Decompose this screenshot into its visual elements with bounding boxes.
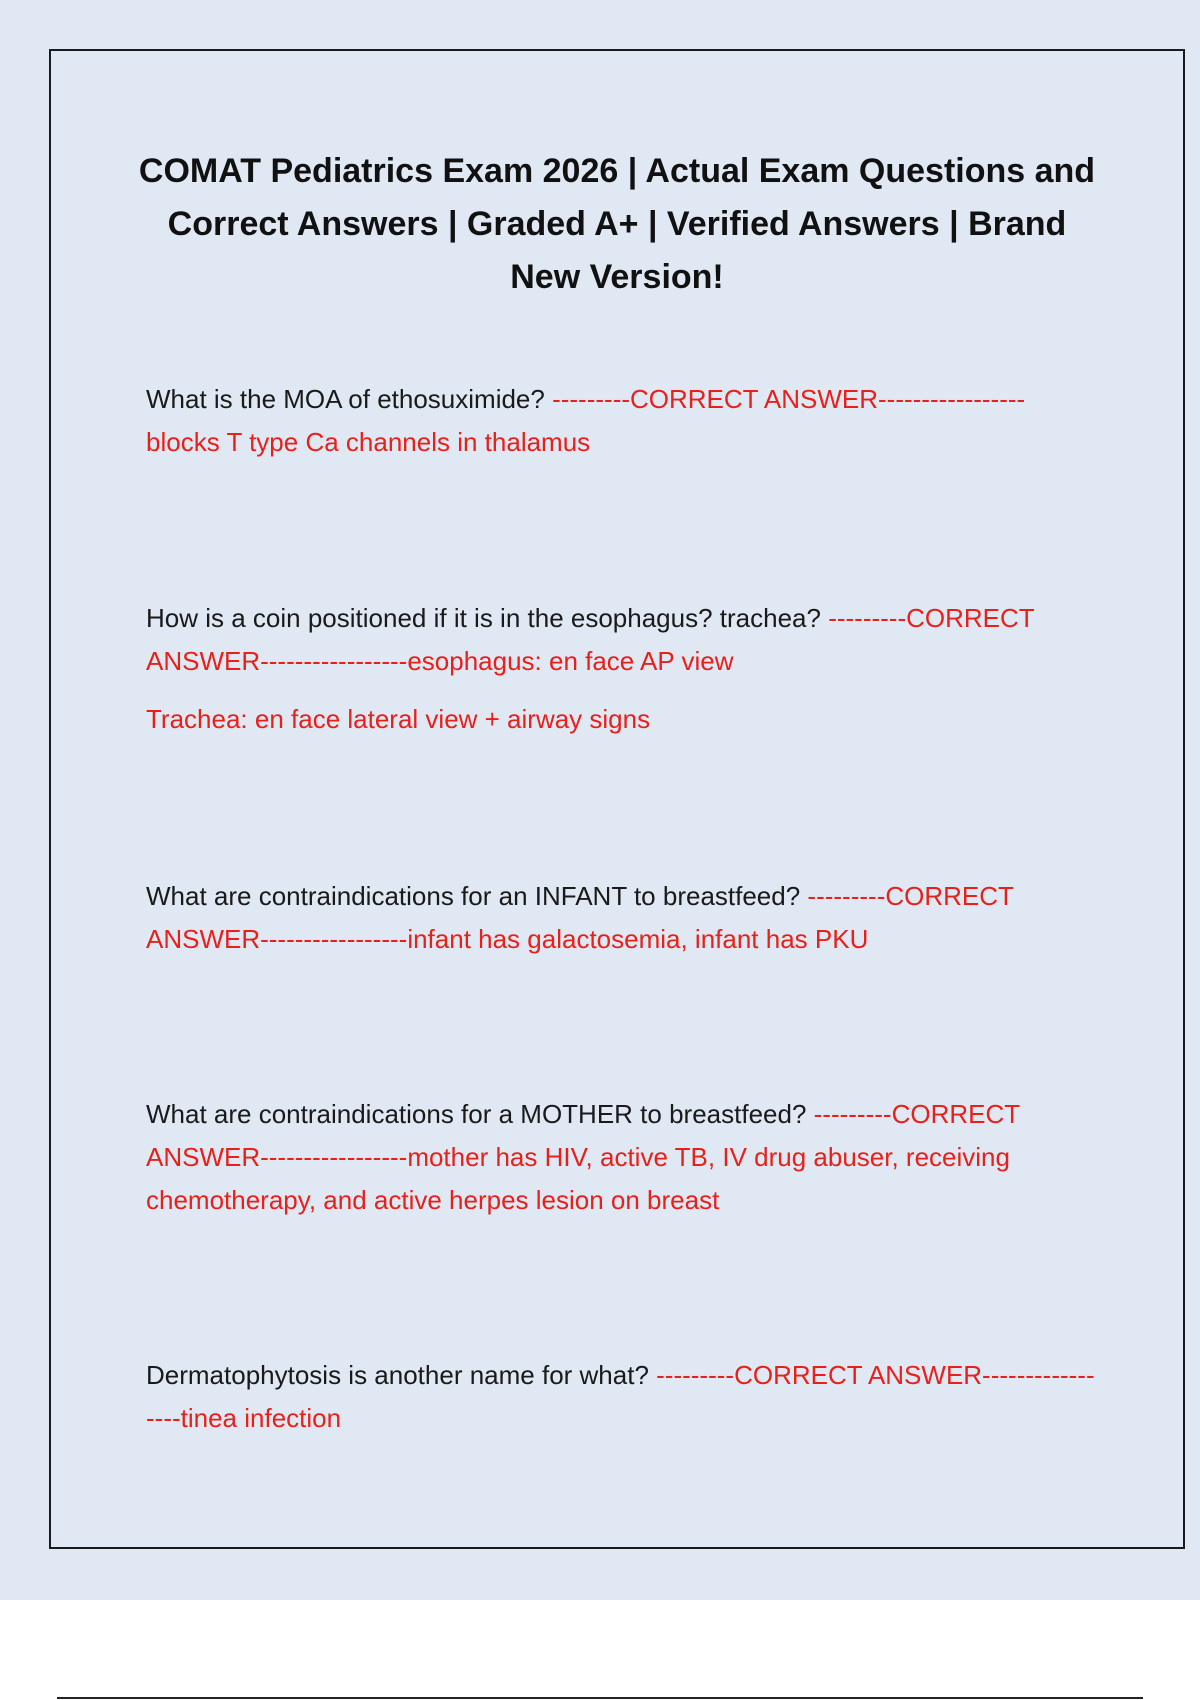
answer-text: tinea infection xyxy=(180,1403,342,1433)
correct-answer-separator: ---------CORRECT ANSWER----------------- xyxy=(544,384,1026,414)
question-text: What are contraindications for a MOTHER to breastfeed? xyxy=(146,1099,807,1129)
answer-text: blocks T type Ca channels in thalamus xyxy=(146,427,591,457)
qa-item-3 xyxy=(146,875,1096,961)
qa-item-5 xyxy=(146,1354,1096,1440)
qa-item-1 xyxy=(146,378,1096,464)
footer-divider xyxy=(57,1697,1143,1699)
question-text: What are contraindications for an INFANT to breastfeed? xyxy=(146,881,801,911)
answer-text: esophagus: en face AP view xyxy=(407,646,734,676)
question-text: What is the MOA of ethosuximide? xyxy=(146,384,545,414)
qa-item-2 xyxy=(146,597,1096,683)
correct-answer-separator: ---------CORRECT ANSWER----------------- xyxy=(146,1360,1095,1433)
answer-text: mother has HIV, active TB, IV drug abuser, receiving chemotherapy, and active herpes lesion on breast xyxy=(146,1142,1010,1215)
answer-extra-line: Trachea: en face lateral view + airway signs xyxy=(146,704,651,734)
correct-answer-separator: ---------CORRECT ANSWER----------------- xyxy=(146,603,1035,676)
document-title: COMAT Pediatrics Exam 2026 | Actual Exam Questions and Correct Answers | Graded A+ | Verified Answers | Brand New Version! xyxy=(138,152,1096,296)
answer-text: infant has galactosemia, infant has PKU xyxy=(407,924,869,954)
question-text: Dermatophytosis is another name for what? xyxy=(146,1360,649,1390)
question-text: How is a coin positioned if it is in the esophagus? trachea? xyxy=(146,603,821,633)
qa-item-4 xyxy=(146,1093,1096,1222)
correct-answer-separator: ---------CORRECT ANSWER----------------- xyxy=(146,1099,1020,1172)
correct-answer-separator: ---------CORRECT ANSWER----------------- xyxy=(146,881,1014,954)
